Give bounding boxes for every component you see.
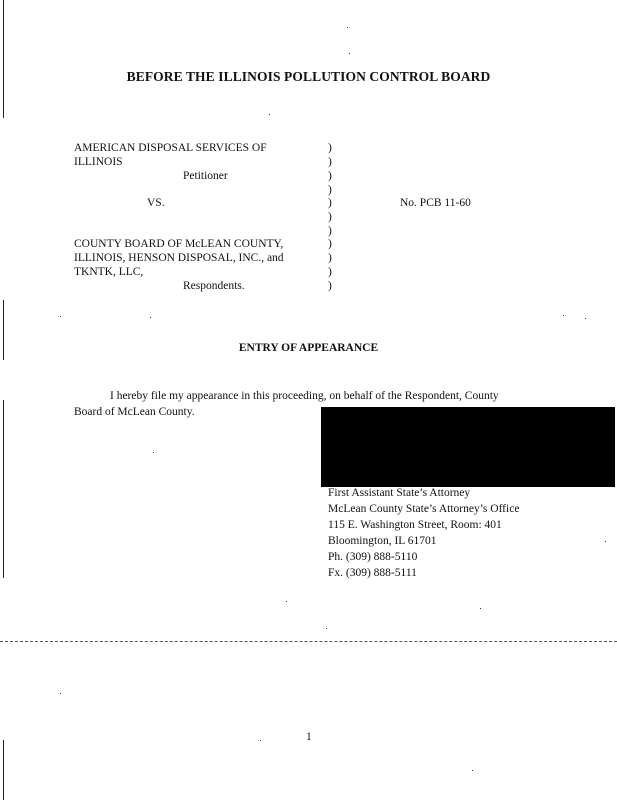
case-number: No. PCB 11-60 xyxy=(400,197,471,209)
scan-speck xyxy=(480,608,481,609)
signatory-phone: Ph. (309) 888-5110 xyxy=(328,551,418,563)
caption-paren: ) xyxy=(328,266,332,278)
body-line-2: Board of McLean County. xyxy=(74,406,195,418)
scan-speck xyxy=(60,693,61,694)
body-line-1: I hereby file my appearance in this proceeding, on behalf of the Respondent, County xyxy=(110,390,499,402)
signatory-title: First Assistant State’s Attorney xyxy=(328,487,471,499)
scan-speck xyxy=(150,317,151,318)
scan-speck xyxy=(286,601,287,602)
respondent-name-line-1: COUNTY BOARD OF McLEAN COUNTY, xyxy=(74,238,284,250)
caption-paren: ) xyxy=(328,211,332,223)
respondent-name-line-3: TKNTK, LLC, xyxy=(74,266,144,278)
caption-paren: ) xyxy=(328,142,332,154)
versus-label: VS. xyxy=(147,197,165,209)
scan-speck xyxy=(349,53,350,54)
signatory-fax: Fx. (309) 888-5111 xyxy=(328,567,417,579)
signatory-address-2: Bloomington, IL 61701 xyxy=(328,535,437,547)
signatory-address-1: 115 E. Washington Street, Room: 401 xyxy=(328,519,502,531)
scan-speck xyxy=(472,770,473,771)
signatory-office: McLean County State’s Attorney’s Office xyxy=(328,503,520,515)
scan-margin-line xyxy=(3,400,4,578)
caption-paren: ) xyxy=(328,238,332,250)
scan-speck xyxy=(585,318,586,319)
scan-speck xyxy=(60,316,61,317)
scan-speck xyxy=(269,114,270,115)
caption-paren: ) xyxy=(328,156,332,168)
petitioner-role: Petitioner xyxy=(183,170,228,182)
scan-speck xyxy=(563,315,564,316)
caption-paren: ) xyxy=(328,184,332,196)
respondent-name-line-2: ILLINOIS, HENSON DISPOSAL, INC., and xyxy=(74,252,284,264)
redaction-block xyxy=(321,407,615,487)
petitioner-name-line-2: ILLINOIS xyxy=(74,156,123,168)
scan-margin-line xyxy=(3,740,4,800)
scan-margin-line xyxy=(3,0,4,118)
caption-paren: ) xyxy=(328,197,332,209)
scan-speck xyxy=(153,452,154,453)
scan-speck xyxy=(605,541,606,542)
page-number: 1 xyxy=(306,731,312,743)
scan-speck xyxy=(347,27,348,28)
caption-paren: ) xyxy=(328,225,332,237)
caption-paren: ) xyxy=(328,252,332,264)
scan-dash-rule xyxy=(0,641,617,642)
respondent-role: Respondents. xyxy=(183,280,245,292)
scan-speck xyxy=(260,740,261,741)
scan-speck xyxy=(326,628,327,629)
caption-paren: ) xyxy=(328,280,332,292)
document-title: BEFORE THE ILLINOIS POLLUTION CONTROL BOARD xyxy=(126,69,491,84)
petitioner-name-line-1: AMERICAN DISPOSAL SERVICES OF xyxy=(74,142,267,154)
caption-paren: ) xyxy=(328,170,332,182)
entry-of-appearance-heading: ENTRY OF APPEARANCE xyxy=(238,342,379,354)
